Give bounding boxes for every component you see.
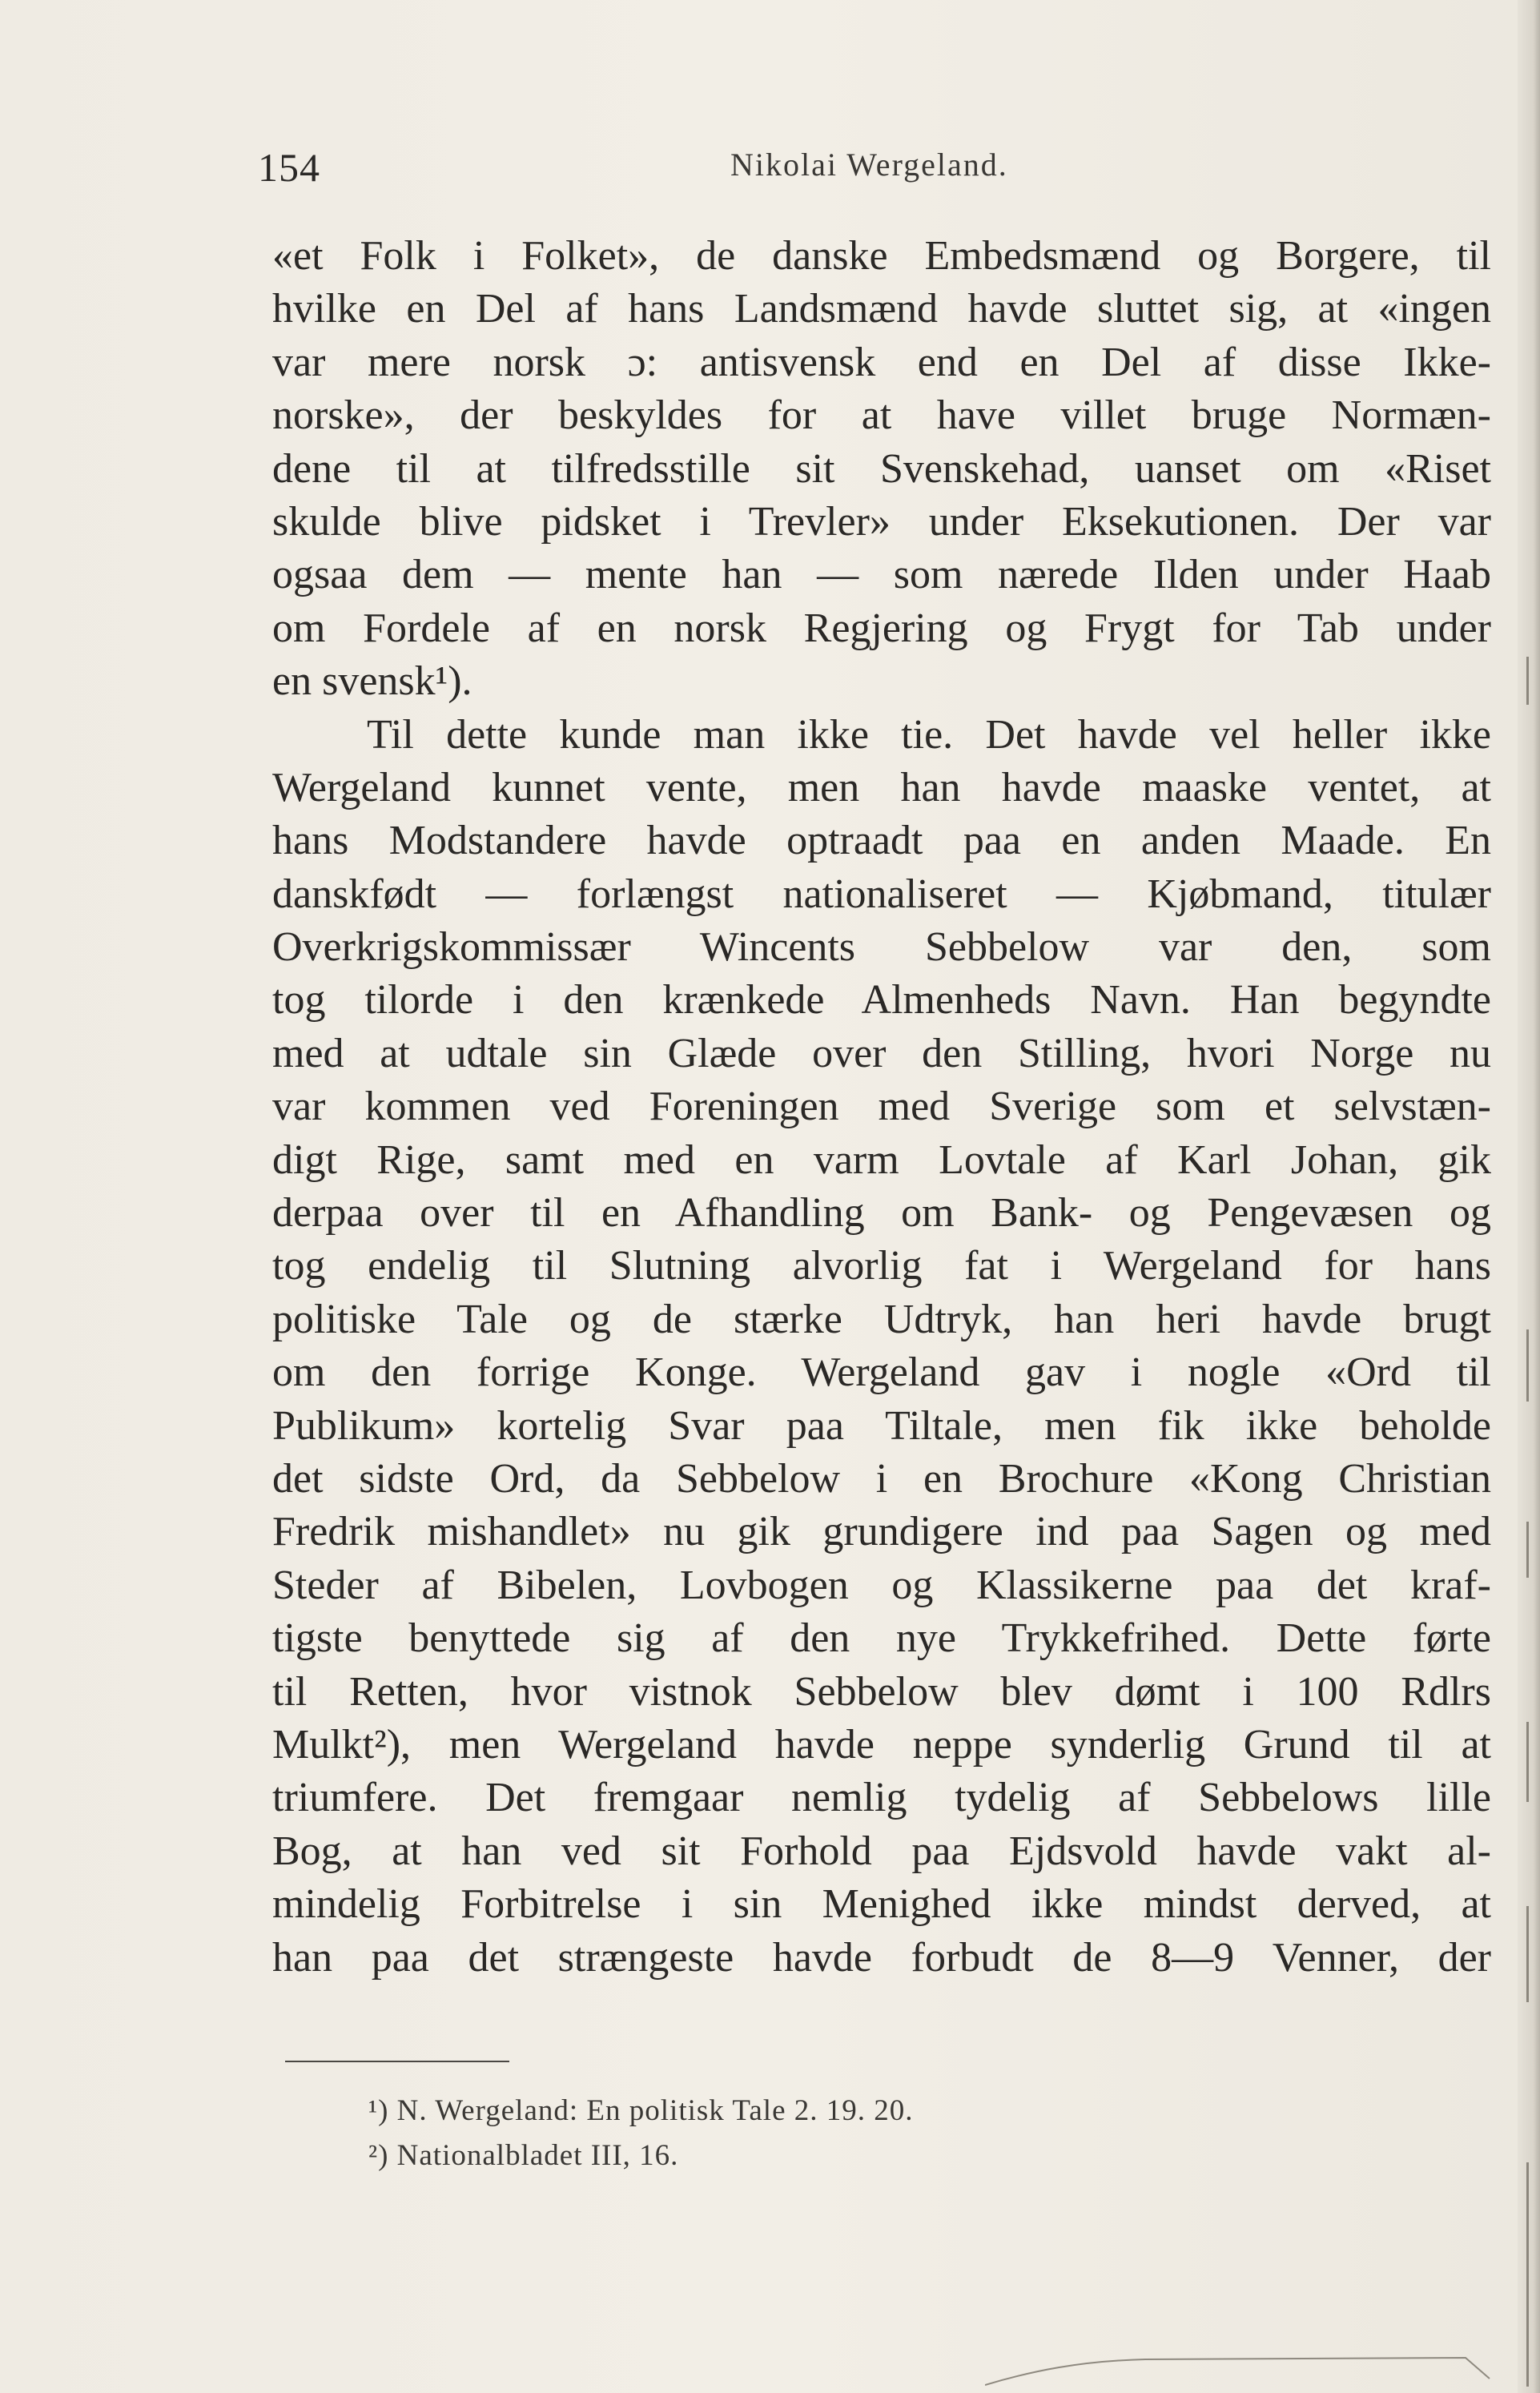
text-line: tog endelig til Slutning alvorlig fat i Wergeland for hans xyxy=(272,1243,1491,1289)
text-line: hans Modstandere havde optraadt paa en anden Maade. En xyxy=(272,818,1491,864)
page-number: 154 xyxy=(258,145,320,190)
body-text xyxy=(272,230,1491,1985)
text-line: derpaa over til en Afhandling om Bank- og Pengevæsen og xyxy=(272,1190,1491,1237)
text-line: triumfere. Det fremgaar nemlig tydelig af Sebbelows lille xyxy=(272,1775,1491,1821)
text-line: til Retten, hvor vistnok Sebbelow blev dømt i 100 Rdlrs xyxy=(272,1668,1491,1715)
text-line: ogsaa dem — mente han — som nærede Ilden under Haab xyxy=(272,552,1491,598)
text-line: Steder af Bibelen, Lovbogen og Klassikerne paa det kraf- xyxy=(272,1562,1491,1608)
footnote-1: ¹) N. Wergeland: En politisk Tale 2. 19. 20. xyxy=(368,2094,914,2127)
text-line: Bog, at han ved sit Forhold paa Ejdsvold havde vakt al- xyxy=(272,1828,1491,1874)
text-line: var kommen ved Foreningen med Sverige som et selvstæn- xyxy=(272,1084,1491,1130)
text-line: digt Rige, samt med en varm Lovtale af Karl Johan, gik xyxy=(272,1136,1491,1183)
text-line: «et Folk i Folket», de danske Embedsmænd og Borgere, til xyxy=(272,233,1491,279)
page-edge-shadow xyxy=(1518,0,1540,2393)
page-stain-mark xyxy=(985,2355,1498,2387)
edge-mark xyxy=(1526,1722,1529,1802)
page-header xyxy=(258,144,1491,208)
edge-mark xyxy=(1526,657,1529,705)
text-line: var mere norsk ɔ: antisvensk end en Del af disse Ikke- xyxy=(272,339,1491,385)
text-line: mindelig Forbitrelse i sin Menighed ikke mindst derved, at xyxy=(272,1881,1491,1928)
text-line: Publikum» kortelig Svar paa Tiltale, men fik ikke beholde xyxy=(272,1402,1491,1449)
text-line: danskfødt — forlængst nationaliseret — Kjøbmand, titulær xyxy=(272,871,1491,917)
running-title: Nikolai Wergeland. xyxy=(730,147,1008,183)
text-line: Fredrik mishandlet» nu gik grundigere ind paa Sagen og med xyxy=(272,1509,1491,1555)
text-line: norske», der beskyldes for at have villet bruge Normæn- xyxy=(272,392,1491,439)
text-line: Mulkt²), men Wergeland havde neppe synderlig Grund til at xyxy=(272,1721,1491,1768)
text-line: hvilke en Del af hans Landsmænd havde sluttet sig, at «ingen xyxy=(272,286,1491,332)
text-line: om den forrige Konge. Wergeland gav i nogle «Ord til xyxy=(272,1349,1491,1396)
text-line: tog tilorde i den krænkede Almenheds Navn. Han begyndte xyxy=(272,977,1491,1024)
text-line: det sidste Ord, da Sebbelow i en Brochure «Kong Christian xyxy=(272,1455,1491,1502)
text-line: en svensk¹). xyxy=(272,658,472,705)
footnotes xyxy=(368,2089,1409,2178)
edge-mark xyxy=(1526,1329,1529,1402)
text-line: politiske Tale og de stærke Udtryk, han heri havde brugt xyxy=(272,1296,1491,1342)
edge-mark xyxy=(1526,1906,1529,2002)
edge-mark xyxy=(1526,1522,1529,1578)
text-line: skulde blive pidsket i Trevler» under Eksekutionen. Der var xyxy=(272,498,1491,545)
text-line: Wergeland kunnet vente, men han havde maaske ventet, at xyxy=(272,764,1491,810)
text-line: Overkrigskommissær Wincents Sebbelow var den, som xyxy=(272,924,1491,971)
text-line: med at udtale sin Glæde over den Stilling, hvori Norge nu xyxy=(272,1030,1491,1076)
text-line: om Fordele af en norsk Regjering og Frygt for Tab under xyxy=(272,605,1491,651)
footnote-2: ²) Nationalbladet III, 16. xyxy=(368,2139,679,2172)
text-line: dene til at tilfredsstille sit Svenskehad, uanset om «Riset xyxy=(272,445,1491,492)
text-line: tigste benyttede sig af den nye Trykkefrihed. Dette førte xyxy=(272,1615,1491,1662)
text-line: han paa det strængeste havde forbudt de 8—9 Venner, der xyxy=(272,1934,1491,1981)
edge-mark xyxy=(1526,2162,1529,2387)
footnote-divider xyxy=(285,2061,509,2062)
text-line: Til dette kunde man ikke tie. Det havde vel heller ikke xyxy=(367,711,1491,758)
